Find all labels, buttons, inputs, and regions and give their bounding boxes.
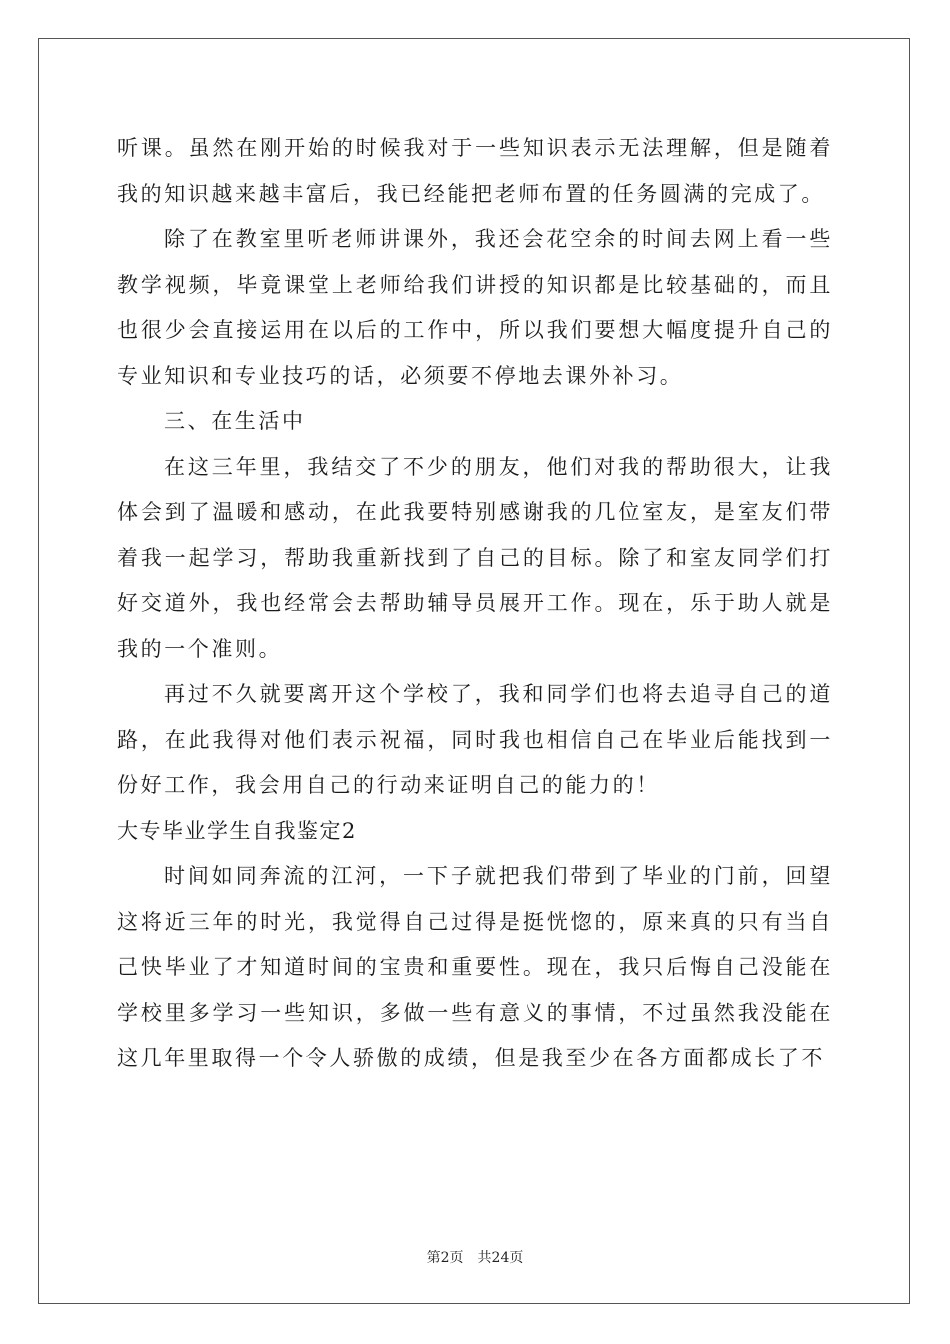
page-footer bbox=[0, 1247, 950, 1267]
paragraph: 时间如同奔流的江河，一下子就把我们带到了毕业的门前，回望这将近三年的时光，我觉得自己过得是挺恍惚的，原来真的只有当自己快毕业了才知道时间的宝贵和重要性。现在，我只后悔自己没能在学校里多学习一些知识，多做一些有意义的事情，不过虽然我没能在这几年里取得一个令人骄傲的成绩，但是我至少在各方面都成长了不 bbox=[117, 864, 833, 1070]
document-body bbox=[117, 126, 833, 1082]
article-title: 大专毕业学生自我鉴定2 bbox=[117, 818, 357, 843]
paragraph: 再过不久就要离开这个学校了，我和同学们也将去追寻自己的道路，在此我得对他们表示祝福，同时我也相信自己在毕业后能找到一份好工作，我会用自己的行动来证明自己的能力的！ bbox=[117, 682, 833, 797]
page-number: 第2页 bbox=[426, 1250, 464, 1266]
paragraph: 听课。虽然在刚开始的时候我对于一些知识表示无法理解，但是随着我的知识越来越丰富后，我已经能把老师布置的任务圆满的完成了。 bbox=[117, 136, 833, 206]
section-heading: 三、在生活中 bbox=[164, 409, 306, 433]
paragraph: 除了在教室里听老师讲课外，我还会花空余的时间去网上看一些教学视频，毕竟课堂上老师给我们讲授的知识都是比较基础的，而且也很少会直接运用在以后的工作中，所以我们要想大幅度提升自己的专业知识和专业技巧的话，必须要不停地去课外补习。 bbox=[117, 227, 833, 388]
total-pages: 共24页 bbox=[477, 1250, 524, 1266]
paragraph: 在这三年里，我结交了不少的朋友，他们对我的帮助很大，让我体会到了温暖和感动，在此我要特别感谢我的几位室友，是室友们带着我一起学习，帮助我重新找到了自己的目标。除了和室友同学们打好交道外，我也经常会去帮助辅导员展开工作。现在，乐于助人就是我的一个准则。 bbox=[117, 454, 833, 661]
